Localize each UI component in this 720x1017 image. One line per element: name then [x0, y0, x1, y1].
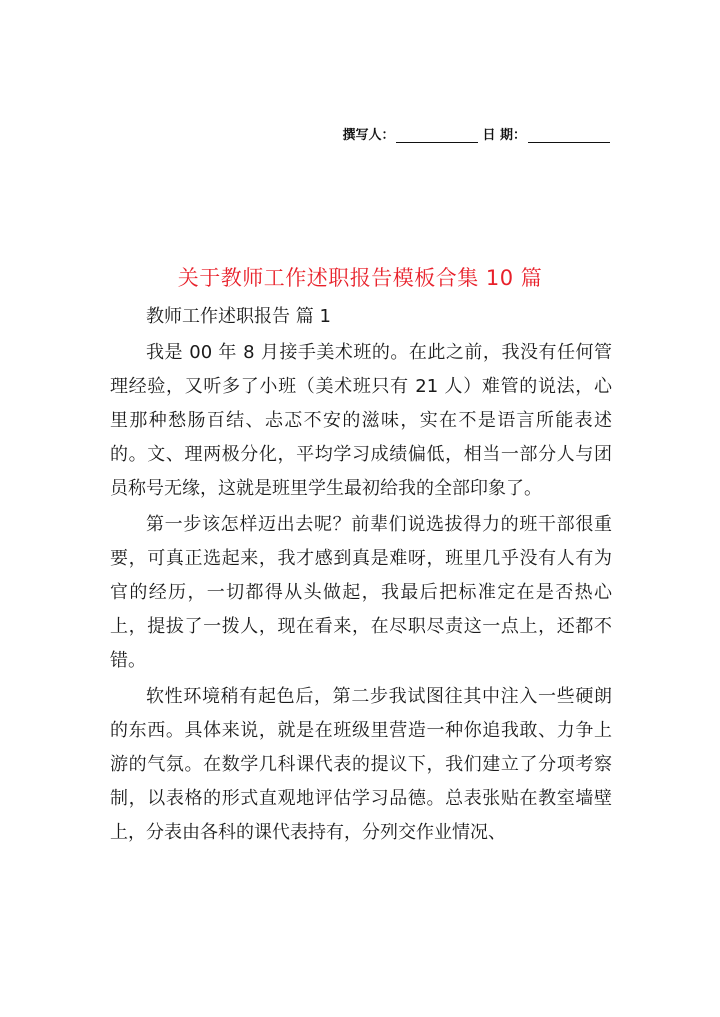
paragraph-2: 第一步该怎样迈出去呢？前辈们说选拔得力的班干部很重要，可真正选起来，我才感到真是难呀，班里几乎没有人有为官的经历，一切都得从头做起，我最后把标准定在是否热心上，提拔了一拨人，现在看来，在尽职尽责这一点上，还都不错。: [110, 514, 612, 671]
section-title: 教师工作述职报告 篇 1: [146, 306, 331, 327]
date-label: 日 期：: [482, 128, 526, 143]
paragraph-3: 软性环境稍有起色后，第二步我试图往其中注入一些硬朗的东西。具体来说，就是在班级里营造一种你追我敢、力争上游的气氛。在数学几科课代表的提议下，我们建立了分项考察制，以表格的形式直观地评估学习品德。总表张贴在教室墙壁上，分表由各科的课代表持有，分列交作业情况、: [110, 686, 612, 843]
header-meta: [342, 124, 610, 143]
document-title: 关于教师工作述职报告模板合集 10 篇: [177, 266, 543, 290]
author-label: 撰写人：: [342, 128, 395, 143]
author-blank-line: [396, 128, 478, 143]
date-blank-line: [528, 128, 610, 143]
document-body: [110, 300, 612, 852]
paragraph-1: 我是 00 年 8 月接手美术班的。在此之前，我没有任何管理经验，又听多了小班（美术班只有 21 人）难管的说法，心里那种愁肠百结、忐忑不安的滋味，实在不是语言所能表述的。文、理两极分化，平均学习成绩偏低，相当一部分人与团员称号无缘，这就是班里学生最初给我的全部印象了。: [110, 342, 612, 499]
